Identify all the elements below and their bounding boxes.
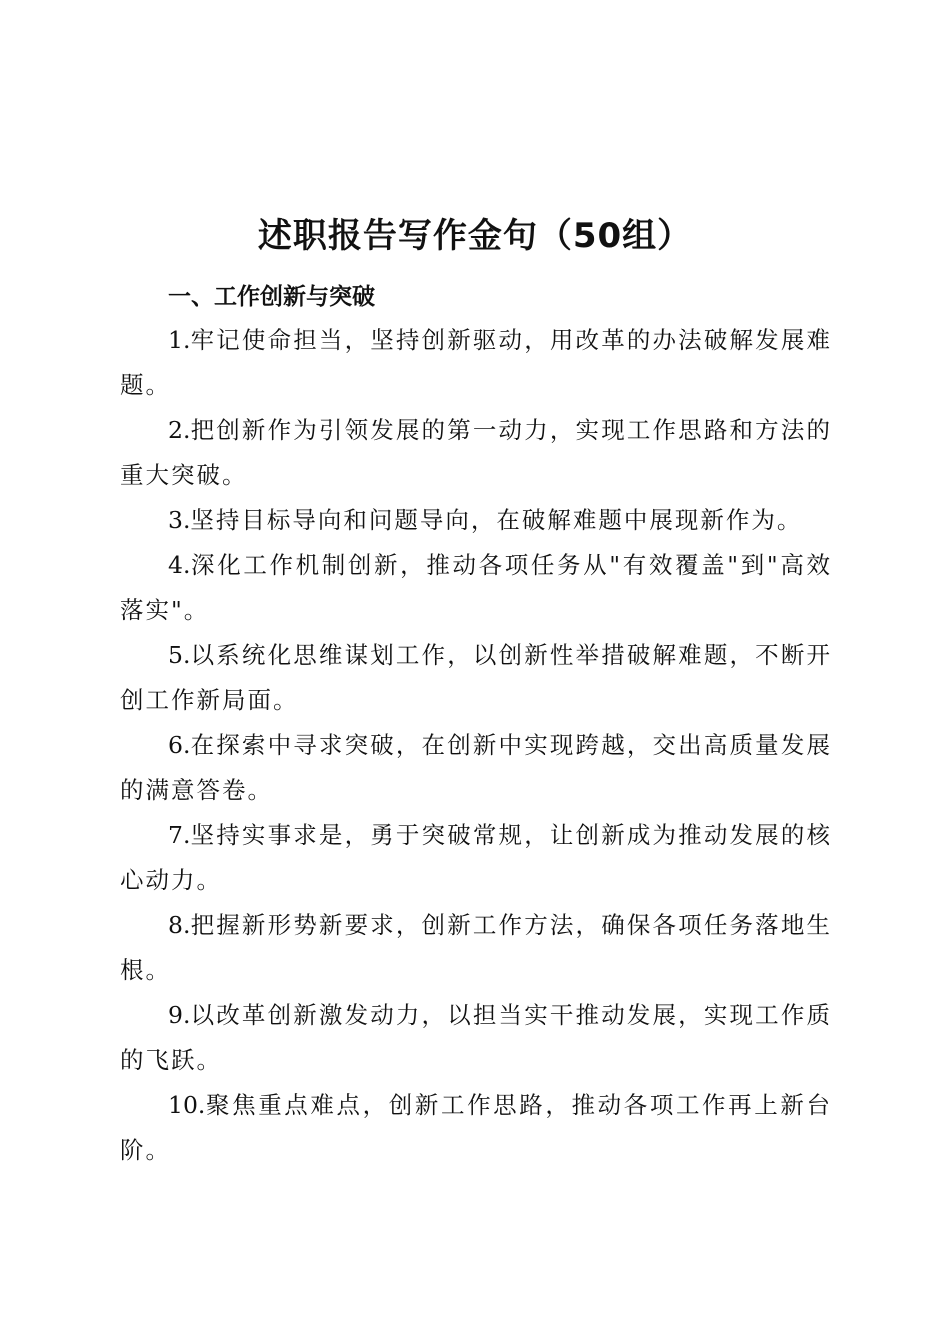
list-item — [120, 633, 832, 723]
list-item — [120, 903, 832, 993]
item-number: 4. — [168, 551, 191, 579]
item-number: 3. — [168, 506, 191, 534]
item-text: 以系统化思维谋划工作，以创新性举措破解难题，不断开创工作新局面。 — [120, 641, 832, 714]
item-number: 5. — [168, 641, 191, 669]
item-number: 1. — [168, 326, 191, 354]
item-list — [120, 318, 832, 1173]
item-text: 坚持实事求是，勇于突破常规，让创新成为推动发展的核心动力。 — [120, 821, 832, 894]
list-item — [120, 993, 832, 1083]
item-number: 8. — [168, 911, 191, 939]
item-text: 以改革创新激发动力，以担当实干推动发展，实现工作质的飞跃。 — [120, 1001, 832, 1074]
item-number: 10. — [168, 1091, 206, 1119]
document-title: 述职报告写作金句（50组） — [257, 216, 693, 256]
item-text: 把创新作为引领发展的第一动力，实现工作思路和方法的重大突破。 — [120, 416, 832, 489]
item-number: 7. — [168, 821, 191, 849]
list-item — [120, 1083, 832, 1173]
list-item — [120, 813, 832, 903]
item-text: 深化工作机制创新，推动各项任务从"有效覆盖"到"高效落实"。 — [120, 551, 832, 624]
item-text: 牢记使命担当，坚持创新驱动，用改革的办法破解发展难题。 — [120, 326, 832, 399]
item-text: 聚焦重点难点，创新工作思路，推动各项工作再上新台阶。 — [120, 1091, 832, 1164]
item-number: 6. — [168, 731, 191, 759]
list-item — [120, 408, 832, 498]
list-item — [120, 543, 832, 633]
item-text: 在探索中寻求突破，在创新中实现跨越，交出高质量发展的满意答卷。 — [120, 731, 832, 804]
section-heading: 一、工作创新与突破 — [168, 284, 375, 310]
list-item — [120, 723, 832, 813]
item-number: 2. — [168, 416, 191, 444]
item-text: 坚持目标导向和问题导向，在破解难题中展现新作为。 — [190, 506, 803, 534]
item-number: 9. — [168, 1001, 191, 1029]
list-item — [120, 498, 832, 543]
list-item — [120, 318, 832, 408]
item-text: 把握新形势新要求，创新工作方法，确保各项任务落地生根。 — [120, 911, 832, 984]
